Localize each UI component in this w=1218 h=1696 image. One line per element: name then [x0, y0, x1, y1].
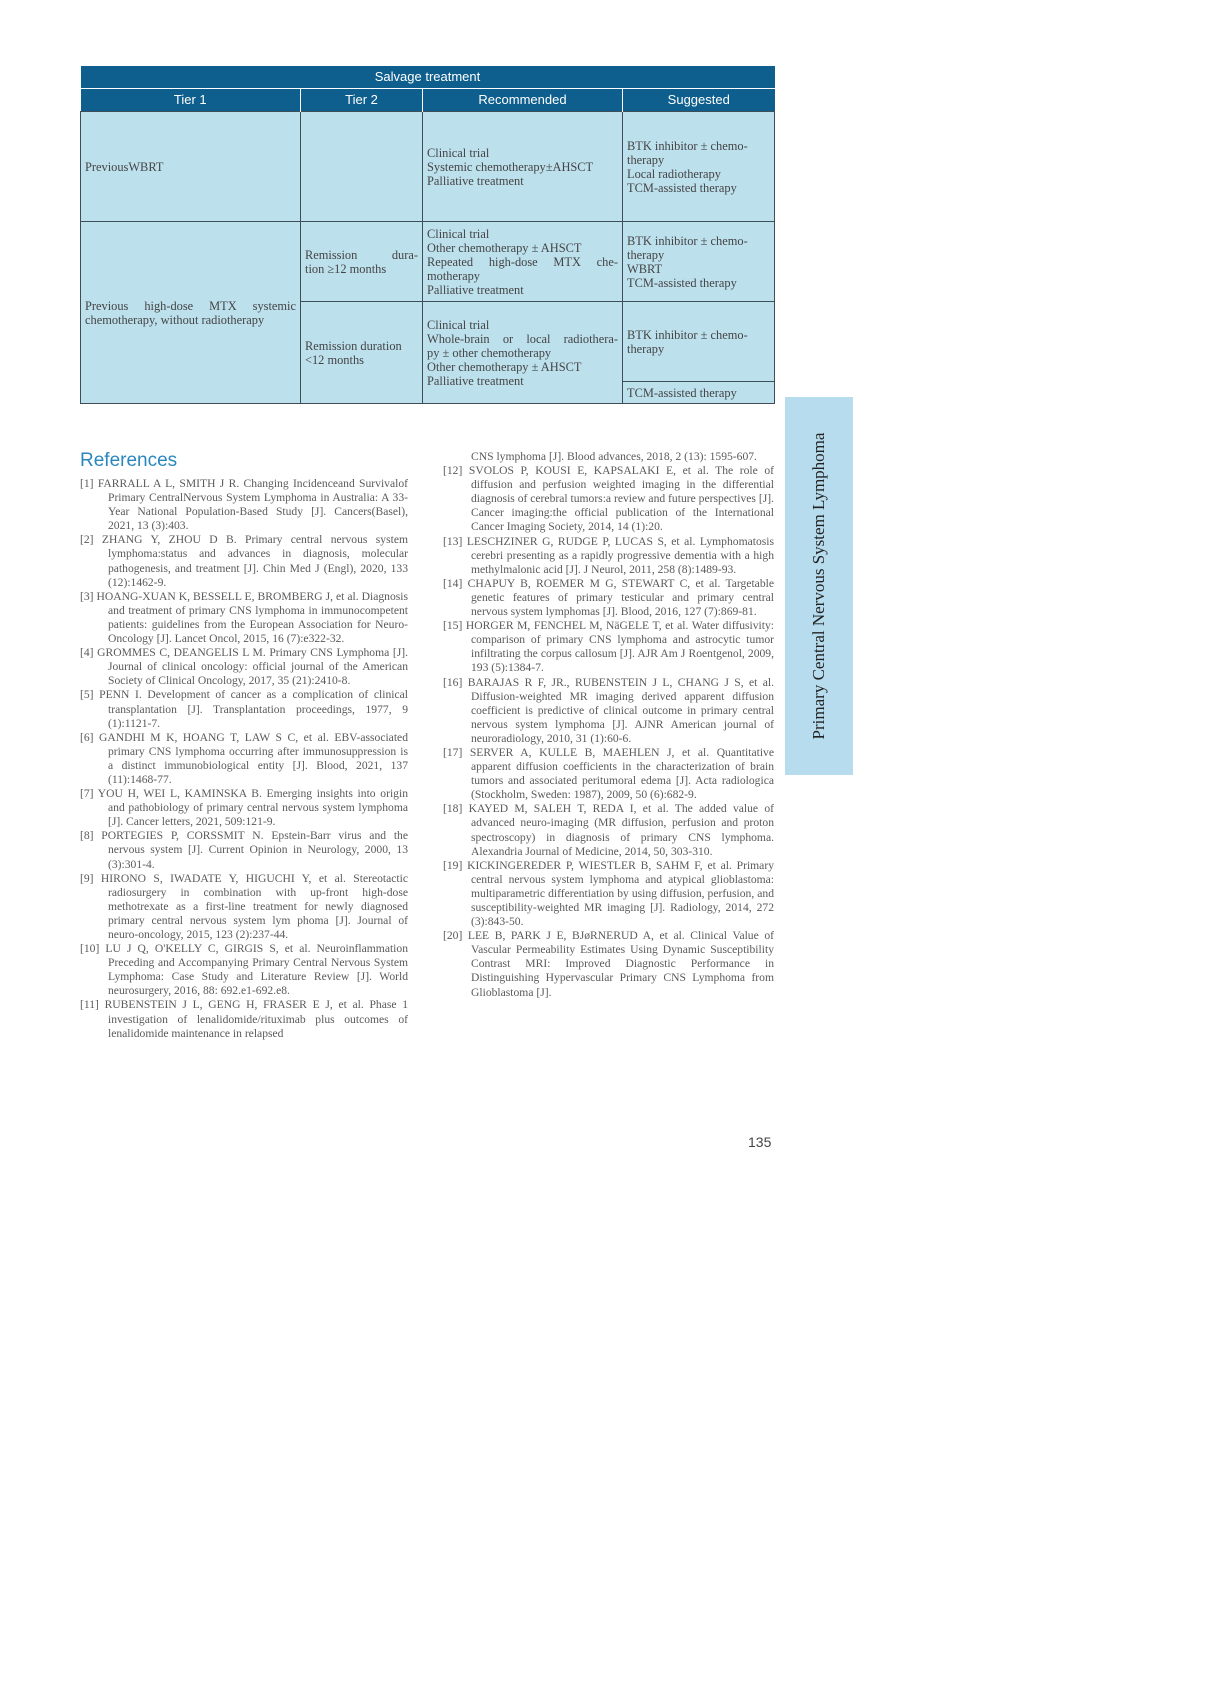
row1-recommended-line: Palliative treatment [427, 173, 524, 188]
reference-item: [14] CHAPUY B, ROEMER M G, STEWART C, et al. Targetable genetic features of primary testicular and primary central nervous system lymphomas [J]. Blood, 2016, 127 (7):869-81. [443, 576, 774, 619]
row2a-tier2 [301, 222, 423, 302]
reference-item: [19] KICKINGEREDER P, WIESTLER B, SAHM F, et al. Primary central nervous system lymphoma and atypical glioblastoma: multiparametric differentiation by using diffusion, perfusion, and susceptibility-weighted MR imaging [J]. Radiology, 2014, 272 (3):843-50. [443, 858, 774, 929]
row2a-suggested-line: BTK inhibitor ± chemo- [627, 233, 748, 248]
row2a-recommended-line: Palliative treatment [427, 282, 524, 297]
references-heading: References [80, 450, 178, 471]
row2b-recommended-line: py ± other chemotherapy [427, 345, 552, 360]
row2a-recommended [423, 222, 623, 302]
reference-item: [2] ZHANG Y, ZHOU D B. Primary central nervous system lymphoma:status and advances in diagnosis, molecular pathogenesis, and treatment [J]. Chin Med J (Engl), 2020, 133 (12):1462-9. [80, 533, 408, 589]
row2-tier1-line: Previous high-dose MTX systemic [85, 298, 296, 313]
salvage-treatment-table [80, 66, 775, 404]
row2a-recommended-line: motherapy [427, 268, 480, 283]
row1-recommended-line: Systemic chemotherapy±AHSCT [427, 159, 594, 174]
row2a-suggested-line: therapy [627, 247, 665, 262]
row2b-suggested-line: BTK inhibitor ± chemo- [627, 327, 748, 342]
row1-suggested-line: BTK inhibitor ± chemo- [627, 138, 748, 153]
row2b-recommended-line: Other chemotherapy ± AHSCT [427, 359, 582, 374]
row2b-suggested-line: therapy [627, 341, 665, 356]
row1-suggested-line: Local radiotherapy [627, 166, 721, 181]
reference-item: [8] PORTEGIES P, CORSSMIT N. Epstein-Barr virus and the nervous system [J]. Current Opinion in Neurology, 2000, 13 (3):301-4. [80, 829, 408, 871]
header-recommended: Recommended [423, 89, 623, 112]
reference-item: [7] YOU H, WEI L, KAMINSKA B. Emerging insights into origin and pathobiology of primary central nervous system lymphoma [J]. Cancer letters, 2021, 509:121-9. [80, 787, 408, 829]
row2a-suggested-line: WBRT [627, 261, 663, 276]
row2b-tier2-line: <12 months [305, 352, 364, 367]
references-left-column [80, 477, 408, 1041]
reference-item: [13] LESCHZINER G, RUDGE P, LUCAS S, et al. Lymphomatosis cerebri presenting as a rapidly progressive dementia with a high methylmalonic acid [J]. J Neurol, 2011, 258 (8):1489-93. [443, 534, 774, 576]
row2a-recommended-line: Repeated high-dose MTX che- [427, 254, 618, 269]
row2-tier1-line: chemotherapy, without radiotherapy [85, 312, 265, 327]
reference-item: [16] BARAJAS R F, JR., RUBENSTEIN J L, CHANG J S, et al. Diffusion-weighted MR imaging derived apparent diffusion coefficient is predictive of clinical outcome in primary central nervous system lymphoma [J]. AJNR American journal of neuroradiology, 2010, 31 (1):60-6. [443, 675, 774, 745]
reference-item: [1] FARRALL A L, SMITH J R. Changing Incidenceand Survivalof Primary CentralNervous System Lymphoma in Australia: A 33-Year National Population-Based Study [J]. Cancers(Basel), 2021, 13 (3):403. [80, 477, 408, 533]
table-super-header: Salvage treatment [81, 66, 775, 89]
side-tab-title: Primary Central Nervous System Lymphoma [809, 432, 828, 740]
reference-item: [20] LEE B, PARK J E, BJøRNERUD A, et al. Clinical Value of Vascular Permeability Estimates Using Dynamic Susceptibility Contrast MRI: Improved Diagnostic Performance in Distinguishing Hypervascular Primary CNS Lymphoma from Glioblastoma [J]. [443, 929, 774, 999]
header-tier-2: Tier 2 [301, 89, 423, 112]
reference-item: [11] RUBENSTEIN J L, GENG H, FRASER E J, et al. Phase 1 investigation of lenalidomide/rituximab plus outcomes of lenalidomide maintenance in relapsed [80, 998, 408, 1040]
reference-item: [18] KAYED M, SALEH T, REDA I, et al. The added value of advanced neuro-imaging (MR diffusion, perfusion and proton spectroscopy) in diagnosis of primary CNS lymphoma. Alexandria Journal of Medicine, 2014, 50, 303-310. [443, 802, 774, 858]
row2b-recommended [423, 302, 623, 404]
header-tier-1: Tier 1 [81, 89, 301, 112]
row1-suggested-line: therapy [627, 152, 665, 167]
row1-suggested-line: TCM-assisted therapy [627, 180, 737, 195]
reference-item: [6] GANDHI M K, HOANG T, LAW S C, et al. EBV-associated primary CNS lymphoma occurring after immunosuppression is a distinct immunobiological entity [J]. Blood, 2021, 137 (11):1468-77. [80, 730, 408, 786]
reference-item: [12] SVOLOS P, KOUSI E, KAPSALAKI E, et al. The role of diffusion and perfusion weighted imaging in the differential diagnosis of cerebral tumors:a review and future perspectives [J]. Cancer imaging:the official publication of the International Cancer Imaging Society, 2014, 14 (1):20. [443, 464, 774, 534]
row2a-tier2-line: Remission dura- [305, 247, 418, 262]
reference-item: [9] HIRONO S, IWADATE Y, HIGUCHI Y, et al. Stereotactic radiosurgery in combination with up-front high-dose methotrexate as a first-line treatment for newly diagnosed primary central nervous system lym phoma [J]. Journal of neuro-oncology, 2015, 123 (2):237-44. [80, 871, 408, 941]
row2b-recommended-line: Whole-brain or local radiothera- [427, 331, 618, 346]
reference-item: [17] SERVER A, KULLE B, MAEHLEN J, et al. Quantitative apparent diffusion coefficients in the characterization of brain tumors and associated peritumoral edema [J]. Acta radiologica (Stockholm, Sweden: 1987), 2009, 50 (6):682-9. [443, 745, 774, 802]
reference-item-continued: CNS lymphoma [J]. Blood advances, 2018, 2 (13): 1595-607. [471, 450, 757, 463]
row1-recommended-line: Clinical trial [427, 145, 490, 160]
row2c-suggested: TCM-assisted therapy [623, 382, 775, 404]
page-number: 135 [748, 1134, 772, 1150]
row2b-tier2 [301, 302, 423, 404]
row2a-recommended-line: Clinical trial [427, 226, 490, 241]
reference-item: [15] HORGER M, FENCHEL M, NäGELE T, et al. Water diffusivity: comparison of primary CNS lymphoma and astrocytic tumor infiltrating the corpus callosum [J]. AJR Am J Roentgenol, 2009, 193 (5):1384-7. [443, 619, 774, 675]
row2a-suggested [623, 222, 775, 302]
reference-item: [4] GROMMES C, DEANGELIS L M. Primary CNS Lymphoma [J]. Journal of clinical oncology: official journal of the American Society of Clinical Oncology, 2017, 35 (21):2410-8. [80, 646, 408, 688]
row2b-recommended-line: Palliative treatment [427, 373, 524, 388]
row2-tier1 [81, 222, 301, 404]
row2a-suggested-line: TCM-assisted therapy [627, 275, 737, 290]
row2a-recommended-line: Other chemotherapy ± AHSCT [427, 240, 582, 255]
row2b-tier2-line: Remission duration [305, 338, 402, 353]
row2b-suggested [623, 302, 775, 382]
reference-item: [3] HOANG-XUAN K, BESSELL E, BROMBERG J, et al. Diagnosis and treatment of primary CNS lymphoma in immunocompetent patients: guidelines from the European Association for Neuro-Oncology [J]. Lancet Oncol, 2015, 16 (7):e322-32. [80, 589, 408, 646]
row1-tier2 [301, 112, 423, 222]
header-suggested: Suggested [623, 89, 775, 112]
reference-item: [5] PENN I. Development of cancer as a complication of clinical transplantation [J]. Transplantation proceedings, 1977, 9 (1):1121-7. [80, 688, 408, 730]
row1-recommended [423, 112, 623, 222]
row2b-recommended-line: Clinical trial [427, 317, 490, 332]
row1-suggested [623, 112, 775, 222]
references-right-column [443, 450, 774, 1000]
row1-tier1: PreviousWBRT [81, 112, 301, 222]
reference-item: [10] LU J Q, O'KELLY C, GIRGIS S, et al. Neuroinflammation Preceding and Accompanying Primary Central Nervous System Lymphoma: Case Study and Literature Review [J]. World neurosurgery, 2016, 88: 692.e1-692.e8. [80, 942, 408, 998]
row2a-tier2-line: tion ≥12 months [305, 261, 387, 276]
side-tab [785, 397, 853, 775]
